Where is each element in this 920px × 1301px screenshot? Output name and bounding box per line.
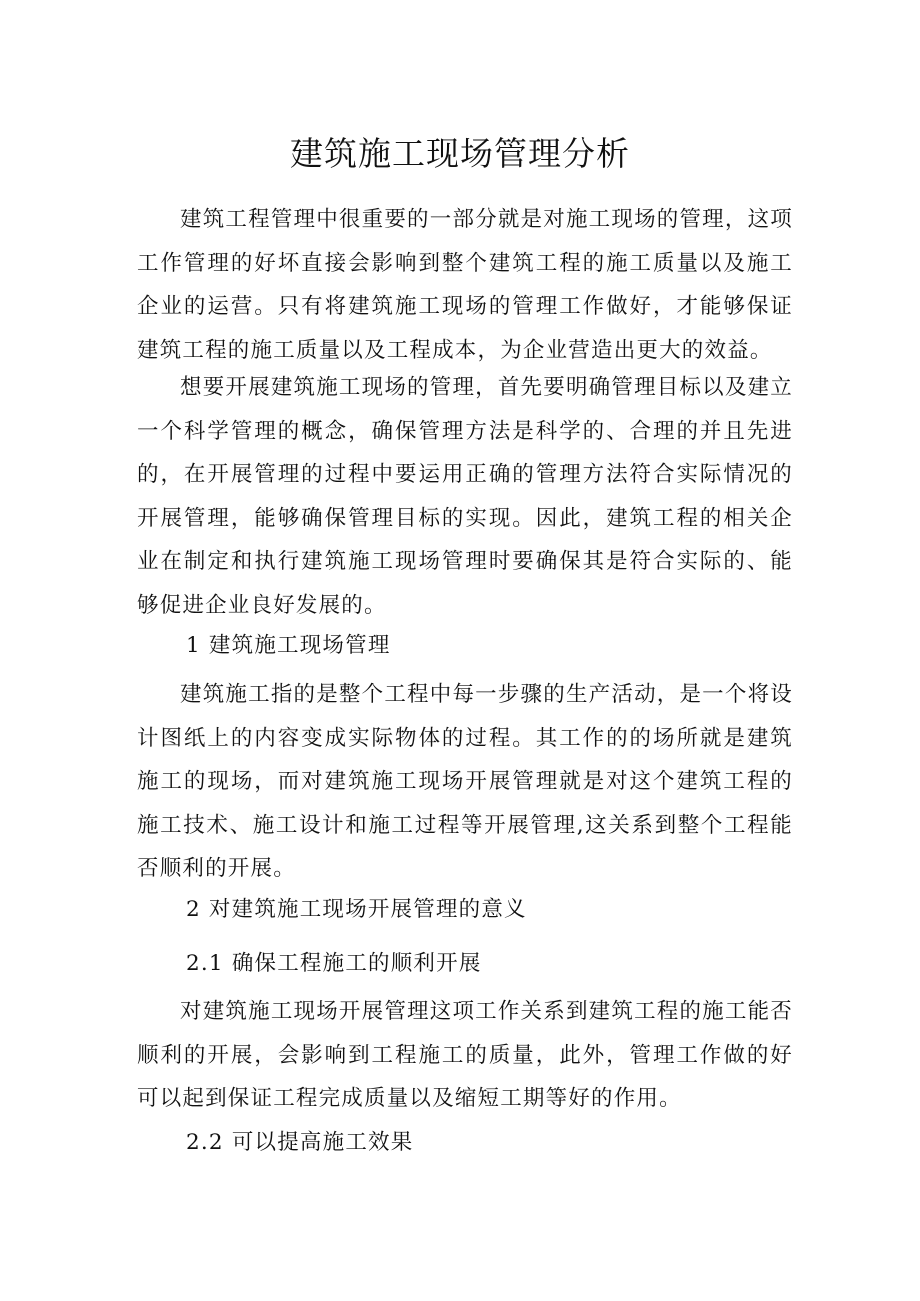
intro-paragraph-1: 建筑工程管理中很重要的一部分就是对施工现场的管理，这项工作管理的好坏直接会影响到整个建筑工程的施工质量以及施工企业的运营。只有将建筑施工现场的管理工作做好，才能够保证建筑工程的施工质量以及工程成本，为企业营造出更大的效益。 [137, 207, 793, 363]
section-2-2-heading: 2.2 可以提高施工效果 [186, 1130, 414, 1155]
section-2-1-paragraph: 对建筑施工现场开展管理这项工作关系到建筑工程的施工能否顺利的开展，会影响到工程施工的质量，此外，管理工作做的好可以起到保证工程完成质量以及缩短工期等好的作用。 [137, 999, 793, 1111]
section-2-1-heading: 2.1 确保工程施工的顺利开展 [186, 951, 482, 976]
section-2-heading: 2 对建筑施工现场开展管理的意义 [186, 897, 527, 922]
section-1-heading: 1 建筑施工现场管理 [186, 633, 391, 658]
section-1-paragraph: 建筑施工指的是整个工程中每一步骤的生产活动，是一个将设计图纸上的内容变成实际物体的过程。其工作的的场所就是建筑施工的现场，而对建筑施工现场开展管理就是对这个建筑工程的施工技术、施工设计和施工过程等开展管理,这关系到整个工程能否顺利的开展。 [137, 682, 793, 881]
document-title: 建筑施工现场管理分析 [290, 134, 630, 173]
intro-paragraph-2: 想要开展建筑施工现场的管理，首先要明确管理目标以及建立一个科学管理的概念，确保管理方法是科学的、合理的并且先进的，在开展管理的过程中要运用正确的管理方法符合实际情况的开展管理，能够确保管理目标的实现。因此，建筑工程的相关企业在制定和执行建筑施工现场管理时要确保其是符合实际的、能够促进企业良好发展的。 [137, 375, 793, 618]
